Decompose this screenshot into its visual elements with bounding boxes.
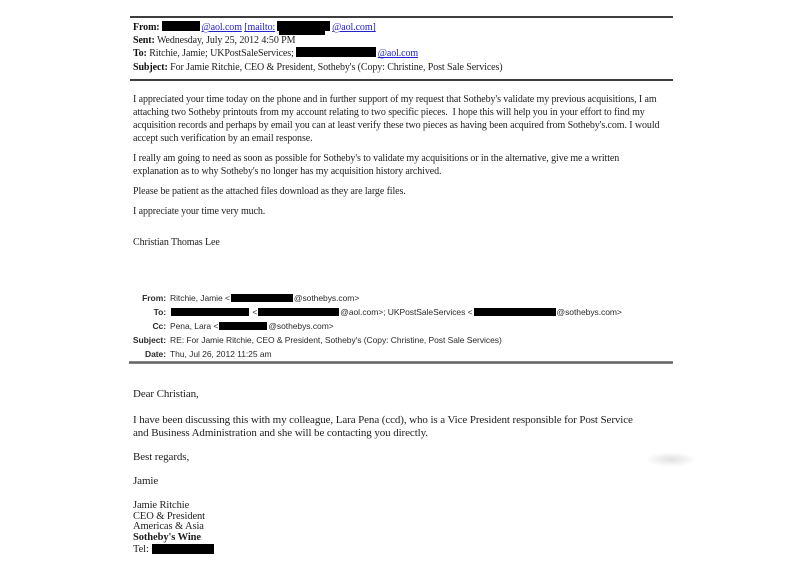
- closing: Best regards,: [133, 451, 190, 463]
- subject-value: For Jamie Ritchie, CEO & President, Sotheby's (Copy: Christine, Post Sale Services): [170, 61, 503, 73]
- email2-header: [126, 291, 622, 361]
- divider-top: [130, 16, 673, 18]
- signature-tel-line: [133, 544, 633, 556]
- to-domain1: @aol.com>; UKPostSaleServices <: [340, 307, 473, 317]
- subject-label: Subject:: [132, 335, 166, 345]
- to-email-link[interactable]: @aol.com: [377, 48, 419, 60]
- cc-label: Cc:: [152, 321, 166, 331]
- to-label: To:: [153, 307, 166, 317]
- mailto-link-open[interactable]: [mailto:: [244, 22, 276, 33]
- subject-label: Subject:: [133, 61, 168, 73]
- redaction-bar: [152, 544, 214, 554]
- sent-label: Sent:: [133, 35, 155, 47]
- from-value: [170, 291, 359, 305]
- body-line: acquisition records and perhaps by email you can at least verify these two pieces as having been acquired from Sotheby's.com. I would: [133, 120, 660, 131]
- redaction-bar: [162, 21, 200, 31]
- paragraph: [133, 205, 659, 218]
- date-label: Date:: [144, 349, 166, 359]
- signature-title: CEO & President: [133, 510, 205, 522]
- body-line: I have been discussing this with my colleague, Lara Pena (ccd), who is a Vice President responsible for Post Service: [133, 414, 633, 426]
- email2-to-line: [126, 305, 622, 319]
- to-domain2: @sothebys.com>: [556, 307, 622, 317]
- email2-body: [133, 388, 633, 556]
- from-label: From:: [133, 22, 160, 33]
- from-domain: @sothebys.com>: [293, 293, 360, 303]
- redaction-bar: [277, 21, 330, 31]
- paragraph: [133, 414, 633, 440]
- body-line: and Business Administration and she will be contacting you directly.: [133, 427, 428, 439]
- to-value: Ritchie, Jamie; UKPostSaleServices;: [149, 48, 294, 60]
- body-line: I appreciate your time very much.: [133, 206, 266, 217]
- signature-name: Jamie Ritchie: [133, 500, 190, 511]
- body-line: Please be patient as the attached files download as they are large files.: [133, 186, 406, 197]
- paragraph: [133, 152, 659, 178]
- to-label: To:: [133, 48, 147, 60]
- signoff: Jamie: [133, 475, 159, 487]
- mailto-email-link[interactable]: @aol.com]: [332, 22, 376, 33]
- tel-label: Tel:: [133, 543, 149, 555]
- to-value: [170, 305, 622, 319]
- body-line: I appreciated your time today on the phone and in further support of my request that Sotheby's validate my previous acquisitions, I am: [133, 94, 657, 105]
- email2-subject-line: [126, 333, 622, 347]
- signature-company: Sotheby's Wine: [133, 532, 201, 544]
- subject-value: RE: For Jamie Ritchie, CEO & President, Sotheby's (Copy: Christine, Post Sale Services): [170, 335, 502, 345]
- divider-header1: [130, 79, 673, 81]
- email1-body: [133, 93, 659, 249]
- divider-header2: [129, 361, 673, 364]
- redaction-bar: [171, 308, 249, 316]
- email1-from-line: [133, 21, 503, 34]
- body-line: attaching two Sotheby printouts from my account relating to two specific pieces. I hope this will help you in your effort to find my: [133, 107, 645, 118]
- scan-smudge: [645, 452, 697, 467]
- from-name: Ritchie, Jamie <: [170, 293, 230, 303]
- email1-to-line: [133, 47, 503, 60]
- email1-subject-line: [133, 61, 503, 74]
- sent-value: Wednesday, July 25, 2012 4:50 PM: [156, 35, 296, 47]
- email1-signature: Christian Thomas Lee: [133, 237, 220, 248]
- paragraph: [133, 93, 659, 145]
- to-bracket: <: [252, 307, 258, 317]
- cc-domain: @sothebys.com>: [268, 321, 334, 331]
- salutation: Dear Christian,: [133, 388, 199, 400]
- body-line: explanation as to why Sotheby's no longer has my acquisition history archived.: [133, 166, 442, 177]
- email2-date-line: [126, 347, 622, 361]
- email2-cc-line: [126, 319, 622, 333]
- from-email-link[interactable]: @aol.com: [201, 22, 242, 33]
- email2-from-line: [126, 291, 622, 305]
- from-label: From:: [142, 293, 166, 303]
- redaction-bar: [231, 294, 293, 302]
- date-value: Thu, Jul 26, 2012 11:25 am: [170, 349, 272, 359]
- email1-header: [133, 21, 503, 74]
- body-line: I really am going to need as soon as possible for Sotheby's to validate my acquisitions or in the alternative, give me a written: [133, 153, 620, 164]
- email1-sent-line: [133, 34, 503, 47]
- paragraph: [133, 185, 659, 198]
- redaction-bar: [474, 308, 556, 316]
- body-line: accept such verification by an email response.: [133, 133, 313, 144]
- signature-region: Americas & Asia: [133, 521, 204, 533]
- cc-value: [170, 319, 334, 333]
- email2-signature-block: [133, 501, 633, 556]
- redaction-bar: [296, 47, 376, 57]
- redaction-bar: [219, 322, 267, 330]
- cc-name: Pena, Lara <: [170, 321, 219, 331]
- redaction-bar: [258, 308, 339, 316]
